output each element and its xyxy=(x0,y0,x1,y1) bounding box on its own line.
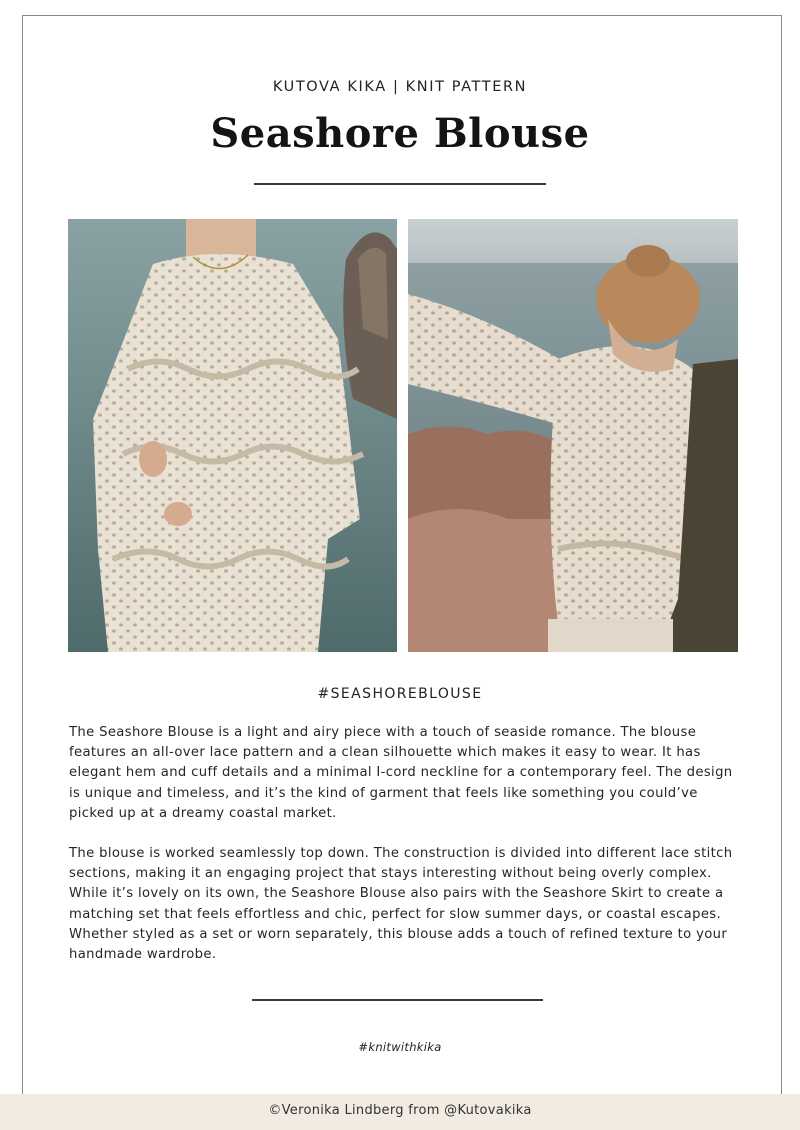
front-view-photo xyxy=(68,219,397,652)
page-title: Seashore Blouse xyxy=(210,110,590,157)
back-view-photo xyxy=(408,219,738,652)
knitwithkika-hashtag: #knitwithkika xyxy=(358,1040,442,1054)
pattern-kicker: KUTOVA KIKA | KNIT PATTERN xyxy=(272,79,528,95)
description-paragraph-1: The Seashore Blouse is a light and airy piece with a touch of seaside romance. The blouse features an all-over lace pattern and a clean silhouette which makes it easy to wear. It has elegant hem and cuff details and a minimal I-cord neckline for a contemporary feel. The design is unique and timeless, and it’s the kind of garment that feels like something you could’ve picked up at a dreamy coastal market. xyxy=(69,725,733,821)
copyright-credit: ©Veronika Lindberg from @Kutovakika xyxy=(268,1103,532,1118)
blouse-hashtag: #SEASHOREBLOUSE xyxy=(317,686,483,702)
footer-bar xyxy=(0,1094,800,1130)
title-divider xyxy=(254,183,546,185)
closing-divider xyxy=(252,999,543,1001)
description-paragraph-2: The blouse is worked seamlessly top down. The construction is divided into different lace stitch sections, making it an engaging project that stays interesting without being overly complex. While it’s lovely on its own, the Seashore Blouse also pairs with the Seashore Skirt to create a matching set that feels effortless and chic, perfect for slow summer days, or coastal escapes. Whether styled as a set or worn separately, this blouse adds a touch of refined texture to your handmade wardrobe. xyxy=(69,846,733,963)
